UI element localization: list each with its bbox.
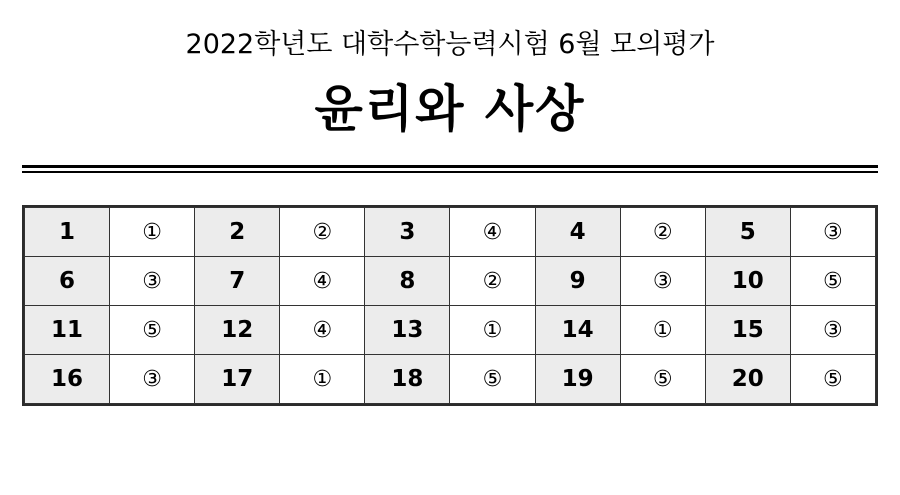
question-number-cell: 17	[195, 354, 280, 403]
question-number-cell: 10	[705, 256, 790, 305]
circled-answer: ②	[482, 268, 503, 294]
question-number-cell: 20	[705, 354, 790, 403]
question-number-cell: 9	[535, 256, 620, 305]
answer-table-body	[25, 207, 876, 403]
answer-cell	[280, 207, 365, 256]
question-number-cell: 4	[535, 207, 620, 256]
circled-answer: ③	[823, 317, 843, 343]
answer-cell	[280, 256, 365, 305]
circled-answer: ②	[652, 219, 673, 245]
answer-key-table	[24, 207, 876, 404]
answer-cell	[280, 354, 365, 403]
table-row	[25, 354, 876, 403]
circled-answer: ⑤	[823, 268, 843, 294]
circled-answer: ④	[312, 317, 333, 343]
circled-answer: ①	[482, 317, 503, 343]
answer-cell	[790, 354, 875, 403]
circled-answer: ⑤	[652, 366, 673, 392]
question-number-cell: 1	[25, 207, 110, 256]
answer-cell	[280, 305, 365, 354]
circled-answer: ③	[652, 268, 673, 294]
answer-cell	[620, 354, 705, 403]
question-number-cell: 2	[195, 207, 280, 256]
page-title: 윤리와 사상	[314, 79, 586, 138]
answer-cell	[110, 207, 195, 256]
question-number-cell: 14	[535, 305, 620, 354]
question-number-cell: 3	[365, 207, 450, 256]
answer-cell	[620, 207, 705, 256]
circled-answer: ②	[312, 219, 333, 245]
answer-table-border	[22, 205, 878, 406]
circled-answer: ③	[142, 366, 162, 392]
circled-answer: ④	[482, 219, 503, 245]
question-number-cell: 19	[535, 354, 620, 403]
question-number-cell: 5	[705, 207, 790, 256]
answer-cell	[450, 207, 535, 256]
question-number-cell: 15	[705, 305, 790, 354]
question-number-cell: 6	[25, 256, 110, 305]
answer-cell	[450, 354, 535, 403]
exam-subtitle: 2022학년도 대학수학능력시험 6월 모의평가	[185, 29, 715, 60]
table-row	[25, 305, 876, 354]
question-number-cell: 16	[25, 354, 110, 403]
answer-table-container	[22, 205, 878, 406]
answer-key-page	[0, 30, 900, 495]
answer-cell	[110, 305, 195, 354]
circled-answer: ③	[142, 268, 162, 294]
table-row	[25, 256, 876, 305]
circled-answer: ①	[142, 219, 162, 245]
question-number-cell: 18	[365, 354, 450, 403]
circled-answer: ④	[312, 268, 333, 294]
circled-answer: ①	[312, 366, 333, 392]
circled-answer: ③	[823, 219, 843, 245]
circled-answer: ⑤	[482, 366, 503, 392]
question-number-cell: 8	[365, 256, 450, 305]
answer-cell	[620, 256, 705, 305]
question-number-cell: 13	[365, 305, 450, 354]
question-number-cell: 7	[195, 256, 280, 305]
answer-cell	[110, 256, 195, 305]
question-number-cell: 11	[25, 305, 110, 354]
circled-answer: ①	[652, 317, 673, 343]
answer-cell	[790, 305, 875, 354]
answer-cell	[790, 207, 875, 256]
answer-cell	[110, 354, 195, 403]
answer-cell	[620, 305, 705, 354]
circled-answer: ⑤	[823, 366, 843, 392]
table-row	[25, 207, 876, 256]
answer-cell	[450, 256, 535, 305]
divider-line-bottom	[22, 171, 878, 173]
answer-cell	[450, 305, 535, 354]
double-rule-divider	[22, 165, 878, 173]
answer-cell	[790, 256, 875, 305]
question-number-cell: 12	[195, 305, 280, 354]
circled-answer: ⑤	[142, 317, 162, 343]
